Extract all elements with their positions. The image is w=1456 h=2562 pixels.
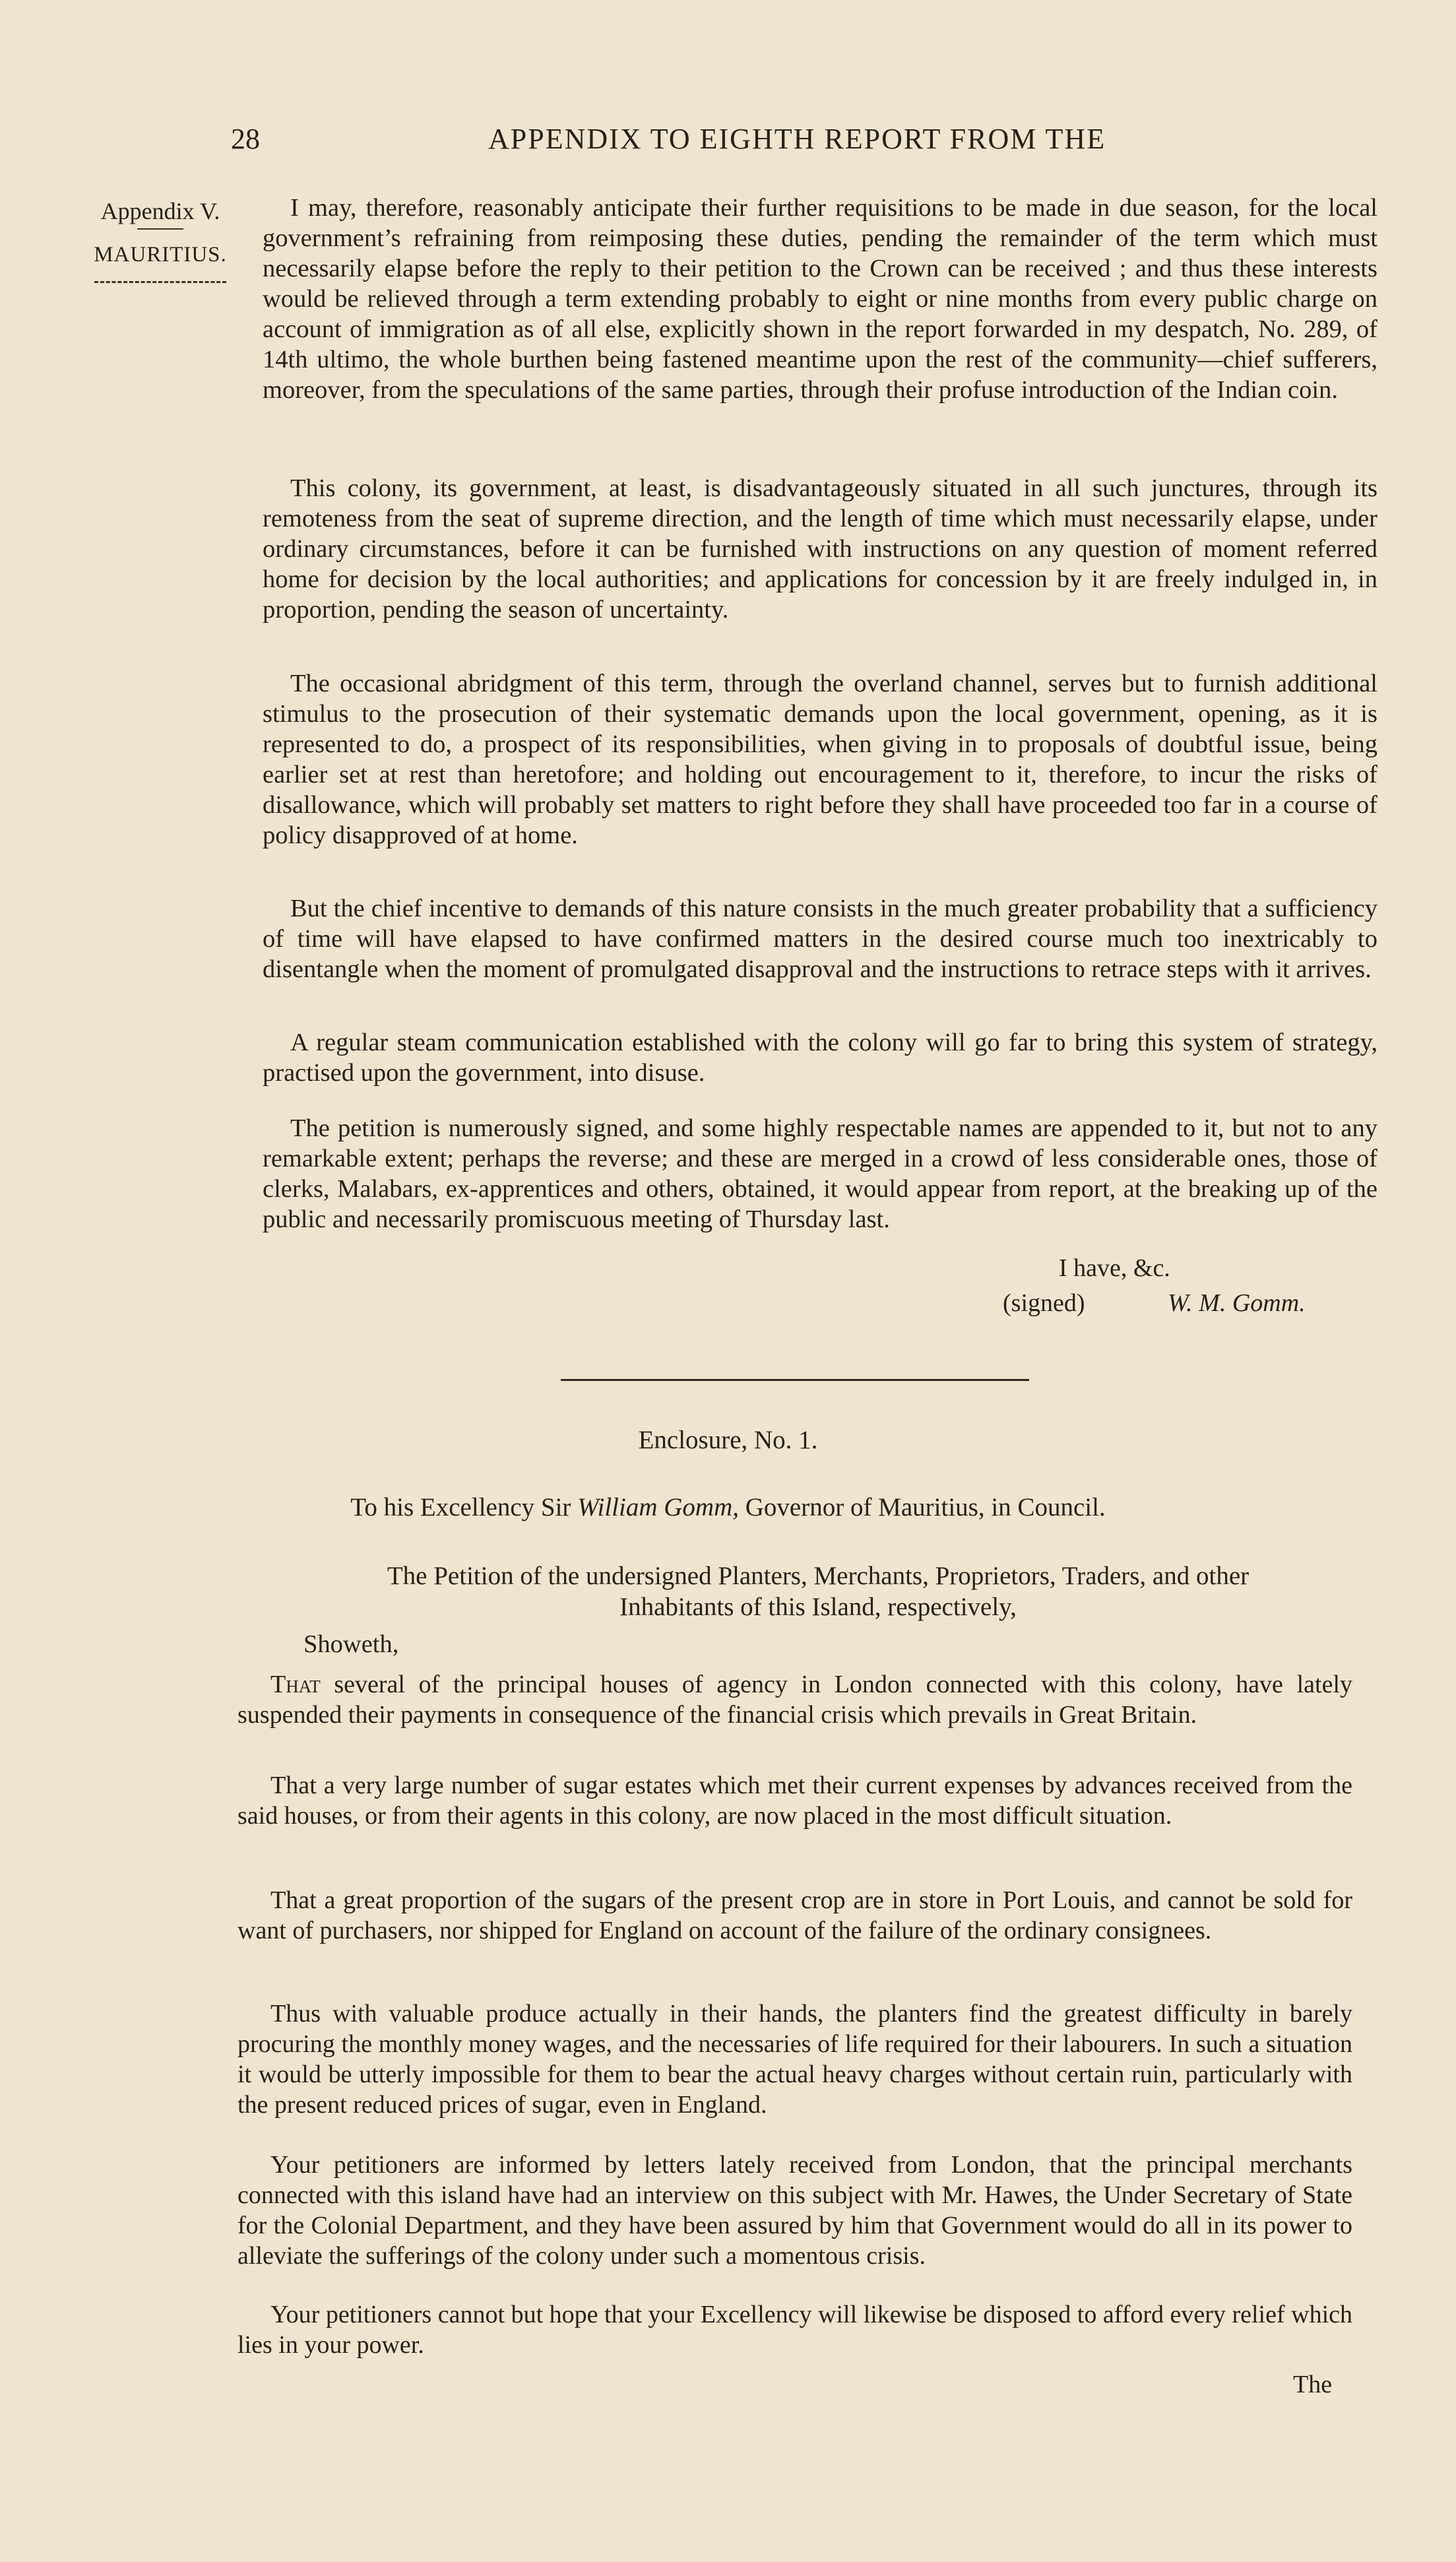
- section-divider: [561, 1379, 1029, 1381]
- margin-dashed-rule: [94, 281, 226, 283]
- catchword: The: [1293, 2371, 1333, 2398]
- letter-closing: I have, &c.: [1059, 1254, 1170, 1282]
- margin-short-rule: [137, 228, 183, 230]
- running-head: APPENDIX TO EIGHTH REPORT FROM THE: [488, 123, 1106, 155]
- petition-paragraph: That several of the principal houses of agency in London connected with this colony, have lately suspended their payments in consequence of the financial crisis which prevails in Great Britain.: [237, 1671, 1352, 1729]
- letter-paragraph: This colony, its government, at least, is disadvantageously situated in all such junctures, through its remoteness from the seat of supreme direction, and the length of time which must necessarily elapse, under ordinary circumstances, before it can be furnished with instructions on any question of moment referred home for decision by the local authorities; and applications for concession by it are freely indulged in, in proportion, pending the season of uncertainty.: [263, 474, 1377, 624]
- opening-word: That: [270, 1671, 321, 1698]
- appendix-label: Appendix V.: [100, 198, 220, 224]
- colony-label: MAURITIUS.: [94, 243, 227, 267]
- letter-paragraph: A regular steam communication established with the colony will go far to bring this system of strategy, practised upon the government, into disuse.: [263, 1029, 1377, 1087]
- petition-title: The Petition of the undersigned Planters, Merchants, Proprietors, Traders, and other Inhabitants of this Island, respectively,: [387, 1562, 1250, 1621]
- signed-label: (signed): [1003, 1289, 1085, 1317]
- petition-paragraph: Your petitioners are informed by letters lately received from London, that the principal merchants connected with this island have had an interview on this subject with Mr. Hawes, the Under Secretary of State for the Colonial Department, and they have been assured by him that Government would do all in its power to alleviate the sufferings of the colony under such a momentous crisis.: [237, 2151, 1352, 2270]
- page-number: 28: [231, 123, 260, 155]
- signer-name: W. M. Gomm.: [1168, 1289, 1306, 1317]
- letter-paragraph: The petition is numerously signed, and some highly respectable names are appended to it, but not to any remarkable extent; perhaps the reverse; and these are merged in a crowd of less considerable ones, those of clerks, Malabars, ex-apprentices and others, obtained, it would appear from report, at the breaking up of the public and necessarily promiscuous meeting of Thursday last.: [263, 1114, 1377, 1233]
- petition-paragraph: That a great proportion of the sugars of the present crop are in store in Port Louis, and cannot be sold for want of purchasers, nor shipped for England on account of the failure of the ordinary consignees.: [237, 1886, 1352, 1944]
- letter-paragraph: The occasional abridgment of this term, through the overland channel, serves but to furnish additional stimulus to the prosecution of their systematic demands upon the local government, opening, as it is represented to do, a prospect of its responsibilities, when giving in to proposals of doubtful issue, being earlier set at rest than heretofore; and holding out encouragement to it, therefore, to incur the risks of disallowance, which will probably set matters to right before they shall have proceeded too far in a course of policy disapproved of at home.: [263, 670, 1377, 849]
- governor-name: William Gomm,: [577, 1493, 739, 1521]
- petition-address: To his Excellency Sir William Gomm, Governor of Mauritius, in Council.: [350, 1493, 1106, 1521]
- letter-paragraph: I may, therefore, reasonably anticipate their further requisitions to be made in due season, for the local government’s refraining from reimposing these duties, pending the remainder of the term which must necessarily elapse before the reply to their petition to the Crown can be received ; and thus these interests would be relieved through a term extending probably to eight or nine months from every public charge on account of immigration as of all else, explicitly shown in the report forwarded in my despatch, No. 289, of 14th ultimo, the whole burthen being fastened meantime upon the rest of the community—chief sufferers, moreover, from the speculations of the same parties, through their profuse introduction of the Indian coin.: [263, 194, 1377, 404]
- enclosure-title: Enclosure, No. 1.: [638, 1426, 818, 1454]
- petition-paragraph: Your petitioners cannot but hope that your Excellency will likewise be disposed to afford every relief which lies in your power.: [237, 2301, 1352, 2359]
- margin-note: [51, 195, 269, 283]
- letter-paragraph: But the chief incentive to demands of this nature consists in the much greater probability that a sufficiency of time will have elapsed to have confirmed matters in the desired course much too inextricably to disentangle when the moment of promulgated disapproval and the instructions to retrace steps with it arrives.: [263, 895, 1377, 983]
- page-header: [231, 122, 1366, 162]
- petition-paragraph: Thus with valuable produce actually in their hands, the planters find the greatest difficulty in barely procuring the monthly money wages, and the necessaries of life required for their labourers. In such a situation it would be utterly impossible for them to bear the actual heavy charges without certain ruin, particularly with the present reduced prices of sugar, even in England.: [237, 2000, 1352, 2119]
- showeth-label: Showeth,: [303, 1630, 399, 1658]
- petition-paragraph: That a very large number of sugar estates which met their current expenses by advances received from the said houses, or from their agents in this colony, are now placed in the most difficult situation.: [237, 1772, 1352, 1830]
